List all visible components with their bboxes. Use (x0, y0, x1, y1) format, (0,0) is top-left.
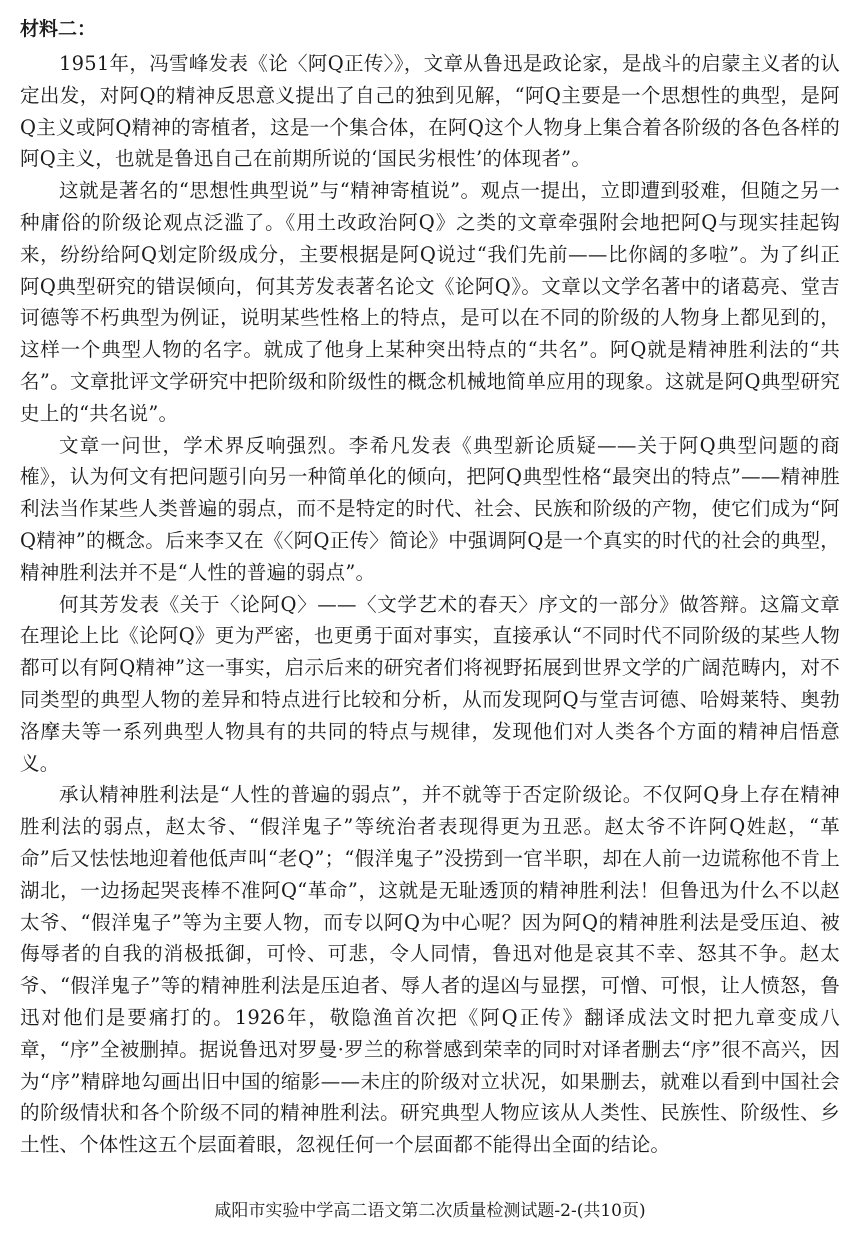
page-footer: 咸阳市实验中学高二语文第二次质量检测试题-2-(共10页) (214, 1201, 646, 1221)
paragraph-3: 文章一问世，学术界反响强烈。李希凡发表《典型新论质疑——关于阿Q典型问题的商榷》，认为何文有把问题引向另一种简单化的倾向，把阿Q典型性格“最突出的特点”——精神胜利法当作某些人类普遍的弱点，而不是特定的时代、社会、民族和阶级的产物，使它们成为“阿Q精神”的概念。后来李又在《〈阿Q正传〉简论》中强调阿Q是一个真实的时代的社会的典型，精神胜利法并不是“人性的普遍的弱点”。 (20, 433, 840, 584)
section-title: 材料二： (20, 18, 97, 40)
paragraph-5: 承认精神胜利法是“人性的普遍的弱点”，并不就等于否定阶级论。不仅阿Q身上存在精神胜利法的弱点，赵太爷、“假洋鬼子”等统治者表现得更为丑恶。赵太爷不许阿Q姓赵，“革命”后又怯怯地迎着他低声叫“老Q”；“假洋鬼子”没捞到一官半职，却在人前一边谎称他不肯上湖北，一边扬起哭丧棒不准阿Q“革命”，这就是无耻透顶的精神胜利法！但鲁迅为什么不以赵太爷、“假洋鬼子”等为主要人物，而专以阿Q为中心呢？因为阿Q的精神胜利法是受压迫、被侮辱者的自我的消极抵御，可怜、可悲，令人同情，鲁迅对他是哀其不幸、怒其不争。赵太爷、“假洋鬼子”等的精神胜利法是压迫者、辱人者的逞凶与显摆，可憎、可恨，让人愤怒，鲁迅对他们是要痛打的。1926年，敬隐渔首次把《阿Q正传》翻译成法文时把九章变成八章，“序”全被删掉。据说鲁迅对罗曼·罗兰的称誉感到荣幸的同时对译者删去“序”很不高兴，因为“序”精辟地勾画出旧中国的缩影——未庄的阶级对立状况，如果删去，就难以看到中国社会的阶级情状和各个阶级不同的精神胜利法。研究典型人物应该从人类性、民族性、阶级性、乡土性、个体性这五个层面着眼，忽视任何一个层面都不能得出全面的结论。 (20, 783, 840, 1157)
paragraph-1: 1951年，冯雪峰发表《论〈阿Q正传〉》，文章从鲁迅是政论家，是战斗的启蒙主义者的认定出发，对阿Q的精神反思意义提出了自己的独到见解，“阿Q主要是一个思想性的典型，是阿Q主义或阿Q精神的寄植者，这是一个集合体，在阿Q这个人物身上集合着各阶级的各色各样的阿Q主义，也就是鲁迅自己在前期所说的‘国民劣根性’的体现者”。 (20, 52, 840, 171)
document-page (20, 14, 840, 1161)
paragraph-2: 这就是著名的“思想性典型说”与“精神寄植说”。观点一提出，立即遭到驳难，但随之另一种庸俗的阶级论观点泛滥了。《用土改政治阿Q》之类的文章牵强附会地把阿Q与现实挂起钩来，纷纷给阿Q划定阶级成分，主要根据是阿Q说过“我们先前——比你阔的多啦”。为了纠正阿Q典型研究的错误倾向，何其芳发表著名论文《论阿Q》。文章以文学名著中的诸葛亮、堂吉诃德等不朽典型为例证，说明某些性格上的特点，是可以在不同的阶级的人物身上都见到的，这样一个典型人物的名字。就成了他身上某种突出特点的“共名”。阿Q就是精神胜利法的“共名”。文章批评文学研究中把阶级和阶级性的概念机械地简单应用的现象。这就是阿Q典型研究史上的“共名说”。 (20, 179, 840, 425)
paragraph-4: 何其芳发表《关于〈论阿Q〉——〈文学艺术的春天〉序文的一部分》做答辩。这篇文章在理论上比《论阿Q》更为严密，也更勇于面对事实，直接承认“不同时代不同阶级的某些人物都可以有阿Q精神”这一事实，启示后来的研究者们将视野拓展到世界文学的广阔范畴内，对不同类型的典型人物的差异和特点进行比较和分析，从而发现阿Q与堂吉诃德、哈姆莱特、奥勃洛摩夫等一系列典型人物具有的共同的特点与规律，发现他们对人类各个方面的精神启悟意义。 (20, 592, 840, 775)
